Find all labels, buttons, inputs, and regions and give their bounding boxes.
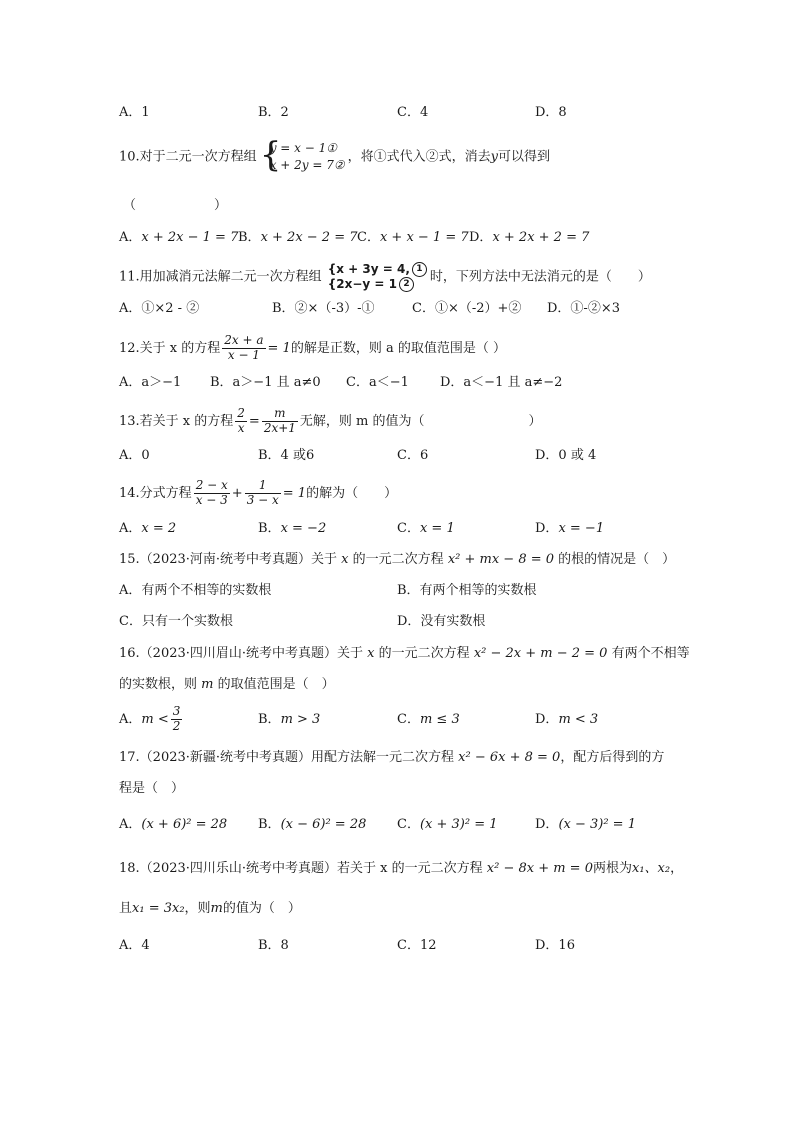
q13-option-c: C．6 <box>397 448 429 463</box>
q15-option-c: C．只有一个实数根 <box>119 614 233 629</box>
q18-stem-line2: 且x₁ = 3x₂，则m的值为（ ） <box>119 901 301 916</box>
q16-option-c: C．m ≤ 3 <box>397 712 460 727</box>
q15-stem: 15.（2023·河南·统考中考真题）关于 x 的一元二次方程 x² + mx − 8 = 0 的根的情况是（ ） <box>119 552 676 567</box>
q9-option-c: C．4 <box>397 105 429 120</box>
q18-stem-line1: 18.（2023·四川乐山·统考中考真题）若关于 x 的一元二次方程 x² − 8x + m = 0两根为x₁、x₂， <box>119 861 684 876</box>
q11-mark-2: 2 <box>399 277 414 292</box>
q12-option-c: C．a＜−1 <box>346 375 409 390</box>
q15-option-b: B．有两个相等的实数根 <box>397 583 537 598</box>
q10-eq2: x + 2y = 7② <box>269 157 345 172</box>
q12-option-d: D．a＜−1 且 a≠−2 <box>440 375 563 390</box>
q13-fraction-left: $\frac{2}{x}$ <box>237 406 245 435</box>
q16-option-a: A．m < $\frac{3}{2}$ <box>119 704 181 733</box>
q13-fraction-right: $\frac{m}{2x+1}$ <box>263 406 296 435</box>
q10-suffix: 可以得到 <box>498 149 551 165</box>
q10-answer-paren: （ ） <box>123 198 228 213</box>
q14-prefix: 14.分式方程 <box>119 485 192 501</box>
q10-stem <box>119 135 551 175</box>
q17-stem-line1: 17.（2023·新疆·统考中考真题）用配方法解一元二次方程 x² − 6x + 8 = 0，配方后得到的方 <box>119 750 665 765</box>
q14-suffix: 的解为（ ） <box>306 485 398 501</box>
q9-option-b: B．2 <box>258 105 289 120</box>
q17-option-a: A．(x + 6)² = 28 <box>119 817 228 832</box>
q18-option-a: A．4 <box>119 938 150 953</box>
q12-fraction: $\frac{2x + a}{x - 1}$ <box>224 333 264 362</box>
q14-stem: 14.分式方程 $\frac{2 - x}{x - 3}$ + $\frac{1}{3 - x}$ = 1的解为（ ） <box>119 478 398 507</box>
q10-prefix: 10.对于二元一次方程组 <box>119 149 257 165</box>
q14-option-b: B．x = −2 <box>258 521 327 536</box>
q11-prefix: 11.用加减消元法解二元一次方程组 <box>119 269 322 285</box>
q15-option-a: A．有两个不相等的实数根 <box>119 583 272 598</box>
q18-option-b: B．8 <box>258 938 289 953</box>
q11-option-d: D．①-②×3 <box>547 301 620 316</box>
q13-stem: 13.若关于 x 的方程 $\frac{2}{x}$ = $\frac{m}{2x+1}$ 无解，则 m 的值为（ ） <box>119 406 542 435</box>
q13-option-a: A．0 <box>119 448 150 463</box>
q11-suffix: 时，下列方法中无法消元的是（ ） <box>429 269 651 285</box>
q13-option-b: B．4 或6 <box>258 448 315 463</box>
q10-option-d: D．x + 2x + 2 = 7 <box>469 230 590 245</box>
q13-option-d: D．0 或 4 <box>535 448 597 463</box>
q10-option-c: C．x + x − 1 = 7 <box>357 230 469 245</box>
q18-option-c: C．12 <box>397 938 437 953</box>
q10-eq1: y = x − 1① <box>269 141 337 155</box>
q10-equation-system: { y = x − 1① x + 2y = 7② <box>259 135 345 175</box>
q12-option-b: B．a＞−1 且 a≠0 <box>210 375 321 390</box>
q12-suffix: 的解是正数，则 a 的取值范围是（ ） <box>290 340 506 356</box>
q11-option-a: A．①×2 - ② <box>119 301 200 316</box>
q10-option-b: B．x + 2x − 2 = 7 <box>238 230 358 245</box>
q11-mark-1: 1 <box>412 262 427 277</box>
q14-option-d: D．x = −1 <box>535 521 605 536</box>
q16-stem-line2: 的实数根，则 m 的取值范围是（ ） <box>119 677 335 692</box>
q17-option-d: D．(x − 3)² = 1 <box>535 817 636 832</box>
q11-equation-system: {x + 3y = 4, 1 {2x−y = 1 2 <box>325 262 427 292</box>
q16-stem-line1: 16.（2023·四川眉山·统考中考真题）关于 x 的一元二次方程 x² − 2x + m − 2 = 0 有两个不相等 <box>119 646 690 661</box>
q14-option-a: A．x = 2 <box>119 521 177 536</box>
q18-equation: x² − 8x + m = 0 <box>486 861 593 876</box>
q10-mid: ，将①式代入②式，消去 <box>347 149 491 165</box>
q13-prefix: 13.若关于 x 的方程 <box>119 413 234 429</box>
q16-equation: x² − 2x + m − 2 = 0 <box>473 646 608 661</box>
q17-stem-line2: 程是（ ） <box>119 781 185 796</box>
q11-stem <box>119 262 651 292</box>
q13-suffix: 无解，则 m 的值为（ ） <box>299 413 542 429</box>
q15-equation: x² + mx − 8 = 0 <box>447 552 555 567</box>
q9-option-d: D．8 <box>535 105 567 120</box>
q9-option-a: A．1 <box>119 105 150 120</box>
q12-eq: = 1 <box>267 340 291 356</box>
q16-option-b: B．m > 3 <box>258 712 321 727</box>
q14-option-c: C．x = 1 <box>397 521 455 536</box>
q10-option-a: A．x + 2x − 1 = 7 <box>119 230 239 245</box>
q14-fraction-right: $\frac{1}{3 - x}$ <box>246 478 279 507</box>
q14-fraction-left: $\frac{2 - x}{x - 3}$ <box>195 478 228 507</box>
q16-option-d: D．m < 3 <box>535 712 599 727</box>
q15-option-d: D．没有实数根 <box>397 614 486 629</box>
q12-prefix: 12.关于 x 的方程 <box>119 340 221 356</box>
q17-option-c: C．(x + 3)² = 1 <box>397 817 498 832</box>
q12-stem <box>119 334 506 363</box>
q17-equation: x² − 6x + 8 = 0 <box>458 750 561 765</box>
q10-var: y <box>490 149 499 165</box>
q11-option-b: B．②×（-3）-① <box>272 301 375 316</box>
q17-option-b: B．(x − 6)² = 28 <box>258 817 367 832</box>
q12-option-a: A．a＞−1 <box>119 375 182 390</box>
q18-option-d: D．16 <box>535 938 575 953</box>
q11-option-c: C．①×（-2）+② <box>412 301 522 316</box>
